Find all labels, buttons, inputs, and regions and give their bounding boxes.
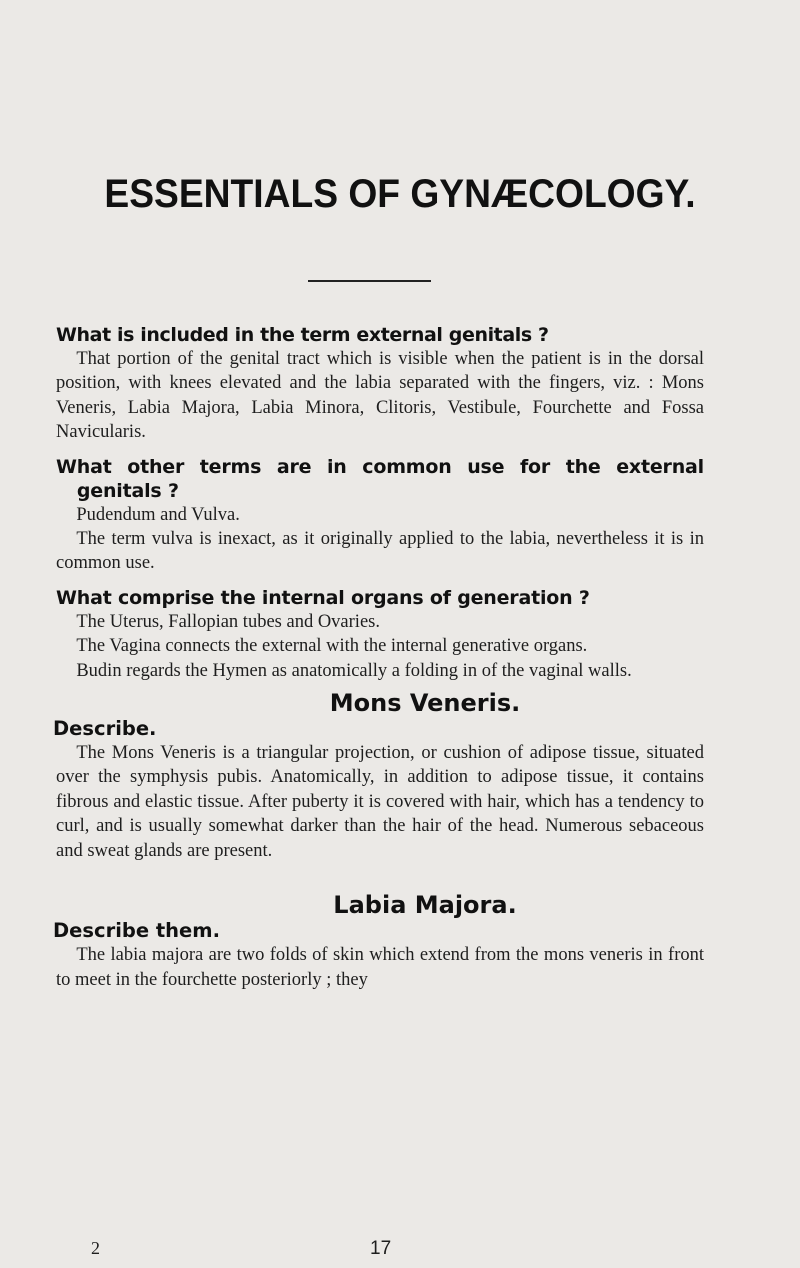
section-heading-mons-veneris: Mons Veneris. bbox=[329, 689, 521, 718]
question-heading: What is included in the term external genitals ? bbox=[56, 324, 549, 346]
answer-paragraph: Pudendum and Vulva. bbox=[76, 504, 240, 525]
question-heading: Describe. bbox=[53, 717, 157, 741]
answer-paragraph: The Uterus, Fallopian tubes and Ovaries. bbox=[76, 611, 380, 632]
question-heading: What comprise the internal organs of generation ? bbox=[56, 586, 590, 609]
question-heading: Describe them. bbox=[53, 919, 221, 943]
page-title: ESSENTIALS OF GYNÆCOLOGY. bbox=[104, 172, 696, 216]
signature-mark: 2 bbox=[91, 1238, 100, 1258]
answer-paragraph: The labia majora are two folds of skin which extend from the mons veneris in front to meet in the fourchette posteriorly ; they bbox=[56, 945, 704, 990]
answer-paragraph: The Mons Veneris is a triangular projection, or cushion of adipose tissue, situated over the symphysis pubis. Anatomically, in addition to adipose tissue, it contains fibrous and elastic tissue. After puberty it is covered with hair, which has a tendency to curl, and is usually somewhat darker than the hair of the head. Numerous sebaceous and sweat glands are present. bbox=[56, 743, 704, 861]
answer-paragraph: The term vulva is inexact, as it originally applied to the labia, nevertheless it is in common use. bbox=[56, 529, 704, 574]
answer-paragraph: Budin regards the Hymen as anatomically a folding in of the vaginal walls. bbox=[76, 660, 632, 681]
page-number: 17 bbox=[370, 1238, 392, 1259]
section-heading-labia-majora: Labia Majora. bbox=[333, 891, 517, 920]
answer-paragraph: That portion of the genital tract which is visible when the patient is in the dorsal position, with knees elevated and the labia separated with the fingers, viz. : Mons Veneris, Labia Majora, Labia Minora, Clitoris, Vestibule, Fourchette and Fossa Navicularis. bbox=[56, 349, 704, 443]
title-rule bbox=[308, 280, 431, 282]
answer-paragraph: The Vagina connects the external with the internal generative organs. bbox=[76, 636, 588, 657]
question-heading: What other terms are in common use for the external genitals ? bbox=[56, 455, 704, 502]
page-body bbox=[53, 323, 704, 992]
